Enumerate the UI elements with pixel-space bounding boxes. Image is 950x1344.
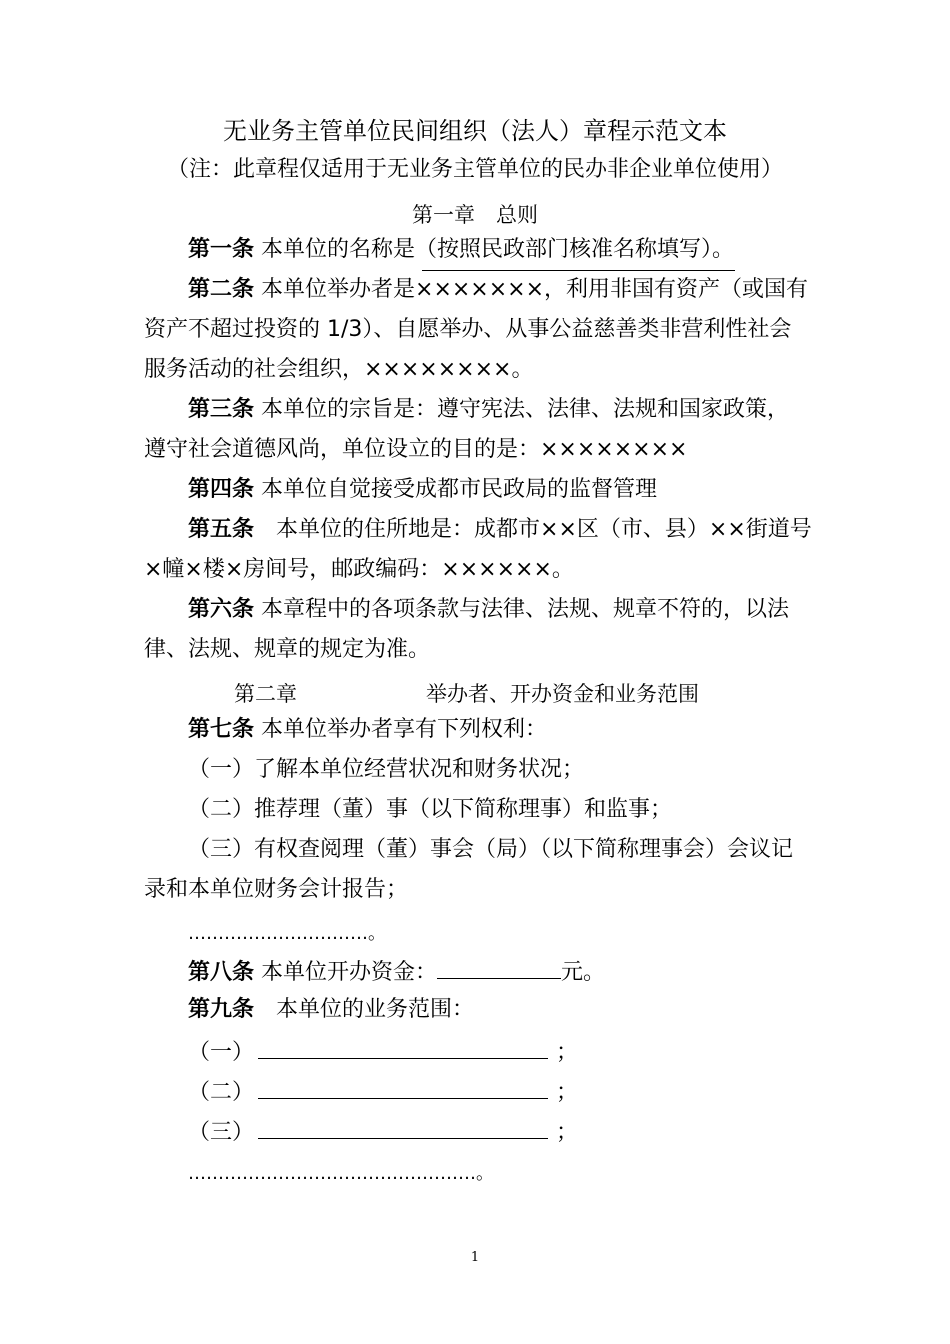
- article-9-label: 第九条: [188, 997, 255, 1022]
- article-2-line-1: 本单位举办者是×××××××，利用非国有资产（或国有: [254, 277, 809, 302]
- article-9: [188, 990, 858, 1030]
- page-number: 1: [470, 1250, 480, 1265]
- article-7: [188, 710, 858, 750]
- article-2-label: 第二条: [188, 277, 255, 302]
- article-3: [188, 390, 858, 430]
- article-9-item-3-end: ；: [556, 1120, 579, 1145]
- article-4: [188, 470, 858, 510]
- article-5-line-1: 本单位的住所地是：成都市××区（市、县）××街道号: [254, 517, 812, 542]
- article-9-item-3-blank: [258, 1110, 548, 1139]
- article-2-line-2: 资产不超过投资的 1/3）、自愿举办、从事公益慈善类非营利性社会: [144, 317, 792, 342]
- article-7-label: 第七条: [188, 717, 255, 742]
- article-9-item-2: [188, 1070, 858, 1113]
- article-7-item-3-line-2: 录和本单位财务会计报告；: [144, 877, 409, 902]
- article-9-text: 本单位的业务范围：: [254, 997, 475, 1022]
- article-1: [188, 230, 858, 270]
- article-1-label: 第一条: [188, 237, 255, 262]
- article-9-item-1-label: （一）: [188, 1040, 255, 1065]
- article-9-item-1-blank: [258, 1030, 548, 1059]
- chapter-2-title: 举办者、开办资金和业务范围: [426, 682, 699, 706]
- article-9-item-1: [188, 1030, 858, 1073]
- article-9-item-2-end: ；: [556, 1080, 579, 1105]
- article-7-item-3: （三）有权查阅理（董）事会（局）（以下简称理事会）会议记: [188, 837, 794, 862]
- article-9-item-1-end: ；: [556, 1040, 579, 1065]
- article-9-ellipsis: …………………………………………。: [188, 1163, 494, 1184]
- article-2: [188, 270, 858, 310]
- article-9-item-2-blank: [258, 1070, 548, 1099]
- article-6-label: 第六条: [188, 597, 255, 622]
- article-4-text: 本单位自觉接受成都市民政局的监督管理: [254, 477, 658, 502]
- article-8: [188, 950, 858, 993]
- chapter-2-number: 第二章: [234, 682, 297, 706]
- article-7-item-1: （一）了解本单位经营状况和财务状况；: [188, 757, 585, 782]
- article-7-item-2: （二）推荐理（董）事（以下简称理事）和监事；: [188, 797, 673, 822]
- article-2-line-3: 服务活动的社会组织，××××××××。: [144, 357, 534, 382]
- article-3-line-2: 遵守社会道德风尚，单位设立的目的是：××××××××: [144, 437, 688, 462]
- chapter-1-heading: 第一章 总则: [412, 203, 538, 227]
- article-7-text: 本单位举办者享有下列权利：: [254, 717, 548, 742]
- article-8-label: 第八条: [188, 960, 255, 985]
- article-5-line-2: ×幢×楼×房间号，邮政编码：××××××。: [144, 557, 574, 582]
- article-3-label: 第三条: [188, 397, 255, 422]
- article-6: [188, 590, 858, 630]
- article-7-ellipsis: …………………………。: [188, 923, 386, 944]
- document-title: 无业务主管单位民间组织（法人）章程示范文本: [223, 117, 727, 145]
- article-9-item-3-label: （三）: [188, 1120, 255, 1145]
- article-8-blank: [437, 950, 561, 979]
- article-6-line-2: 律、法规、规章的规定为准。: [144, 637, 431, 662]
- article-6-line-1: 本章程中的各项条款与法律、法规、规章不符的，以法: [254, 597, 790, 622]
- article-5: [188, 510, 858, 550]
- article-9-item-3: [188, 1110, 858, 1153]
- article-4-label: 第四条: [188, 477, 255, 502]
- article-8-text: 本单位开办资金：: [254, 960, 438, 985]
- article-8-suffix: 元。: [561, 960, 606, 985]
- article-9-item-2-label: （二）: [188, 1080, 255, 1105]
- article-3-line-1: 本单位的宗旨是：遵守宪法、法律、法规和国家政策，: [254, 397, 790, 422]
- article-5-label: 第五条: [188, 517, 255, 542]
- document-subtitle: （注：此章程仅适用于无业务主管单位的民办非企业单位使用）: [166, 157, 783, 182]
- article-1-text: 本单位的名称是（按照民政部门核准名称填写）。: [254, 237, 735, 262]
